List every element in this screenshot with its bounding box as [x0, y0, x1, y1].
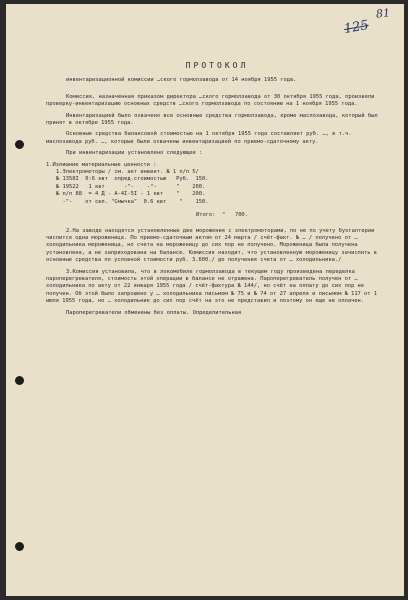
- document-title: ПРОТОКОЛ: [185, 61, 249, 70]
- paragraph-scope: Инвентаризацией было охвачено все основные средства гормолзавода, кроме маслозавода, который был принят в октябре 1955 года.: [46, 112, 378, 127]
- document-page: [6, 4, 404, 596]
- punch-hole: [15, 140, 24, 149]
- archive-page-number: [342, 6, 391, 46]
- paragraph-balance: Основные средства балансовой стоимостью на 1 октября 1955 года составляет руб. …, в т.ч. маслозавода руб. …, которые были охвачены инвентаризацией по приемо-сдаточному акту.: [46, 131, 352, 145]
- motor-row: -"- от сел. "Смычка" 0.6 квт " 150.: [56, 198, 209, 205]
- punch-hole: [15, 542, 24, 551]
- paragraph-ice-cream-machine: 2.На заводе находятся установленные две морожения с электромоторами, по не по учету бухгалтерии числится одна мороженица. По приемо-сдаточным актом от 24 марта / счёт-факт. № … / получено от … холодильника мороженица, но счета на мороженицу до сих пор не получено. Мороженица была получена установлена, а не заприходована на балансе. Комиссия находит, что установленную мороженицу зачислить в основные средства по условной стоимости руб. 3.600./ до получения счета от … холодильника./: [46, 227, 378, 264]
- paragraph-findings-intro: При инвентаризации установлено следующее :: [66, 150, 203, 157]
- paragraph-commission: Комиссия, назначенная приказом директора …ского гормолзавода от 30 октября 1955 года, произвели проверку-инвентаризацию основных средств …ского гормолзавода по состоянию на 1 ноября 1955 года.: [46, 93, 375, 108]
- archive-number-main: 125: [342, 17, 370, 38]
- motor-row: № 1358I 0:6 квт опред.стоимостью Руб. 150.: [56, 176, 209, 183]
- paragraph-closing: Пароперегреватели обменены без оплаты. Определительная: [66, 309, 242, 316]
- motor-row: № п/п 88 = 4 Д - А-4I-5I - 1 квт " 200.: [56, 191, 206, 198]
- item-electromotors: 1.Электромоторы / см. акт инвент. № 1 п/п 5/: [56, 169, 199, 176]
- document-subtitle: инвентаризационной комиссии …ского гормолзавода от 14 ноября 1955 года.: [66, 77, 297, 84]
- punch-hole: [15, 376, 24, 385]
- paragraph-superheater: 3.Комиссия установила, что в локомобиле гормолзавода в текущем году произведена переделка пароперегревателя, стоимость этой операции в балансе не отражена. Пароперегреватель получен от … холодильника по акту от 22 января 1955 года / счёт-фактура № 144/, но счёт на оплату до сих пор не получен. Об этой было запрошено у … холодильника письмом № 75 и № 74 от 27 апреля и письмом № 117 от 1 июля 1955 года, но … холодильник до сих пор счёт на это не представил и поэтому он еще не оплачен.: [46, 268, 378, 305]
- item-surplus-values: 1.Излишние материальные ценности :: [46, 161, 157, 168]
- motor-list: [46, 176, 388, 206]
- archive-number-top: 81: [375, 6, 391, 21]
- total-line: Итого: " 700.: [196, 212, 248, 219]
- motor-row: № 19522 1 квт -"- -"- " 200.: [56, 183, 206, 190]
